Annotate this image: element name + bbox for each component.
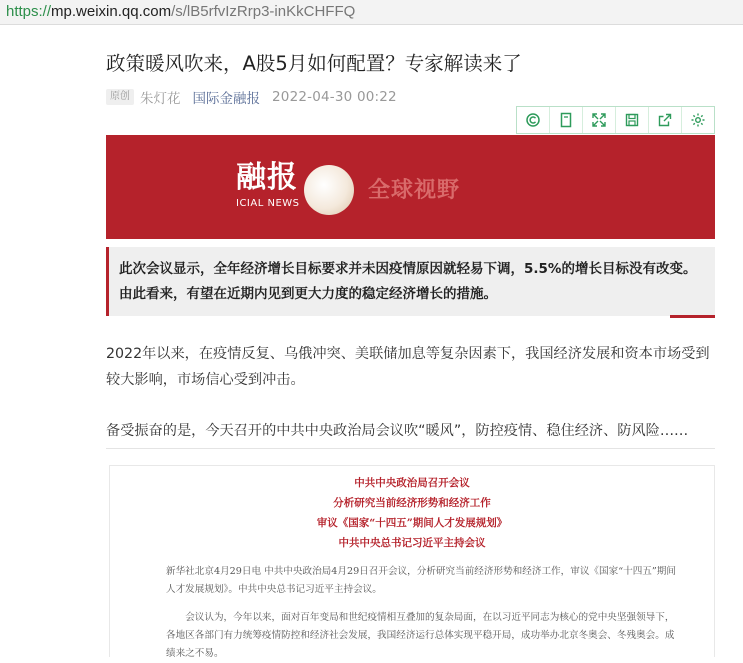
settings-button[interactable]: [682, 107, 714, 133]
account-link[interactable]: 国际金融报: [192, 91, 260, 107]
header-banner: [106, 135, 715, 239]
bookmark-button[interactable]: [550, 107, 583, 133]
document-heading-3: 审议《国家“十四五”期间人才发展规划》: [316, 517, 508, 529]
share-button[interactable]: [649, 107, 682, 133]
save-button[interactable]: [616, 107, 649, 133]
document-headings: [110, 466, 714, 553]
copy-button[interactable]: [517, 107, 550, 133]
original-tag: 原创: [106, 89, 134, 105]
banner-brand: 融报: [236, 160, 298, 195]
globe-icon: [304, 165, 354, 215]
share-icon: [657, 112, 673, 128]
url-scheme: https://: [6, 3, 52, 20]
summary-accent: [670, 315, 715, 318]
document-heading-1: 中共中央政治局召开会议: [354, 477, 470, 489]
expand-button[interactable]: [583, 107, 616, 133]
settings-icon: [690, 112, 706, 128]
author-name: 朱灯花: [140, 91, 181, 107]
document-body-1: 新华社北京4月29日电 中共中央政治局4月29日召开会议，分析研究当前经济形势和经济工作，审议《国家“十四五”期间人才发展规划》。中共中央总书记习近平主持会议。: [166, 566, 676, 595]
bookmark-icon: [558, 112, 574, 128]
address-bar[interactable]: [0, 0, 743, 25]
banner-brand-sub: ICIAL NEWS: [236, 198, 300, 209]
paragraph-2: 备受振奋的是，今天召开的中共中央政治局会议吹“暖风”，防控疫情、稳住经济、防风险……: [106, 423, 689, 439]
url-host: mp.weixin.qq.com: [51, 3, 172, 20]
section-divider: [106, 448, 715, 449]
copy-icon: [525, 112, 541, 128]
summary-box: [106, 247, 715, 316]
article-meta: [106, 88, 397, 106]
article-title: 政策暖风吹来，A股5月如何配置？专家解读来了: [106, 52, 522, 75]
banner-headline: [368, 173, 460, 204]
paragraph-1: 2022年以来，在疫情反复、乌俄冲突、美联储加息等复杂因素下，我国经济发展和资本市场受到较大影响，市场信心受到冲击。: [106, 346, 710, 388]
save-icon: [624, 112, 640, 128]
banner-headline-text: 全球视野: [368, 178, 461, 203]
summary-text: 此次会议显示，全年经济增长目标要求并未因疫情原因就轻易下调，5.5%的增长目标没有改变。由此看来，有望在近期内见到更大力度的稳定经济增长的措施。: [119, 261, 697, 302]
article-toolbar: [516, 106, 715, 134]
expand-icon: [591, 112, 607, 128]
document-heading-4: 中共中央总书记习近平主持会议: [338, 537, 486, 549]
document-heading-2: 分析研究当前经济形势和经济工作: [333, 497, 491, 509]
url-path: /s/lB5rfvIzRrp3-inKkCHFFQ: [171, 3, 356, 20]
document-image: [109, 465, 715, 657]
document-body-2: 会议认为，今年以来，面对百年变局和世纪疫情相互叠加的复杂局面，在以习近平同志为核心的党中央坚强领导下，各地区各部门有力统筹疫情防控和经济社会发展，我国经济运行总体实现平稳开局，成功举办北京冬奥会、冬残奥会。成绩来之不易。: [166, 612, 675, 659]
publish-date: 2022-04-30 00:22: [272, 89, 397, 105]
